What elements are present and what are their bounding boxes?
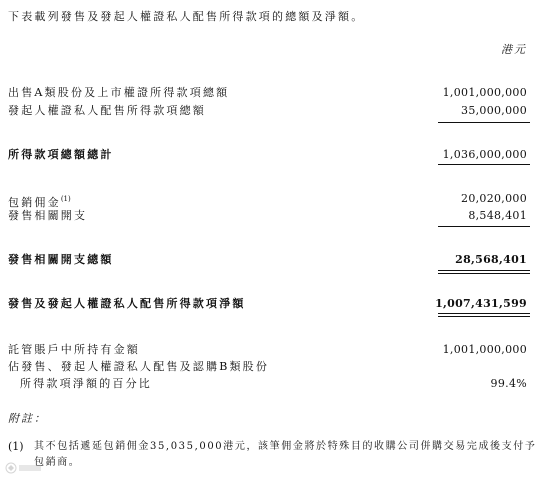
row-label-net-proceeds: 發售及發起人權證私人配售所得款項淨額 (8, 297, 246, 310)
rule-line (438, 273, 530, 274)
row-value-underwriting: 20,020,000 (461, 192, 527, 205)
row-label-gross-total: 所得款項總額總計 (8, 148, 114, 161)
watermark-icon (4, 461, 44, 475)
row-label-percentage: 佔發售、發起人權證私人配售及認購B類股份 (8, 360, 270, 373)
row-value-gross-shares: 1,001,000,000 (442, 86, 527, 99)
notes-heading: 附註： (8, 412, 47, 425)
row-label-escrow: 託管賬戶中所持有金額 (8, 343, 140, 356)
row-value-gross-promoter: 35,000,000 (461, 104, 527, 117)
currency-header: 港元 (501, 43, 527, 56)
row-label-gross-promoter: 發起人權證私人配售所得款項總額 (8, 104, 206, 117)
row-value-escrow: 1,001,000,000 (442, 343, 527, 356)
footnote-ref: (1) (60, 195, 71, 203)
row-label-underwriting: 包銷佣金$^{(1)}$ (8, 195, 71, 209)
row-value-percentage: 99.4% (490, 377, 527, 390)
rule-line (438, 270, 530, 271)
row-label-expenses-total: 發售相關開支總額 (8, 253, 114, 266)
row-value-net-proceeds: 1,007,431,599 (435, 297, 527, 310)
rule-line (438, 122, 530, 123)
rule-line (438, 164, 530, 165)
row-label-percentage-line2: 所得款項淨額的百分比 (20, 377, 152, 390)
rule-line (438, 313, 530, 314)
footnote-text-line1: 其不包括遞延包銷佣金35,035,000港元，該筆佣金將於特殊目的收購公司併購交易完成後支付予 (34, 441, 537, 452)
rule-line (438, 226, 530, 227)
row-label-expenses: 發售相關開支 (8, 209, 88, 222)
row-value-expenses-total: 28,568,401 (455, 253, 527, 266)
row-label-gross-shares: 出售A類股份及上市權證所得款項總額 (8, 86, 230, 99)
intro-text: 下表載列發售及發起人權證私人配售所得款項的總額及淨額。 (8, 10, 365, 23)
footnote-text-line2: 包銷商。 (34, 457, 81, 468)
row-value-gross-total: 1,036,000,000 (442, 148, 527, 161)
row-value-expenses: 8,548,401 (468, 209, 527, 222)
footnote-number: (1) (8, 440, 24, 453)
rule-line (438, 316, 530, 317)
